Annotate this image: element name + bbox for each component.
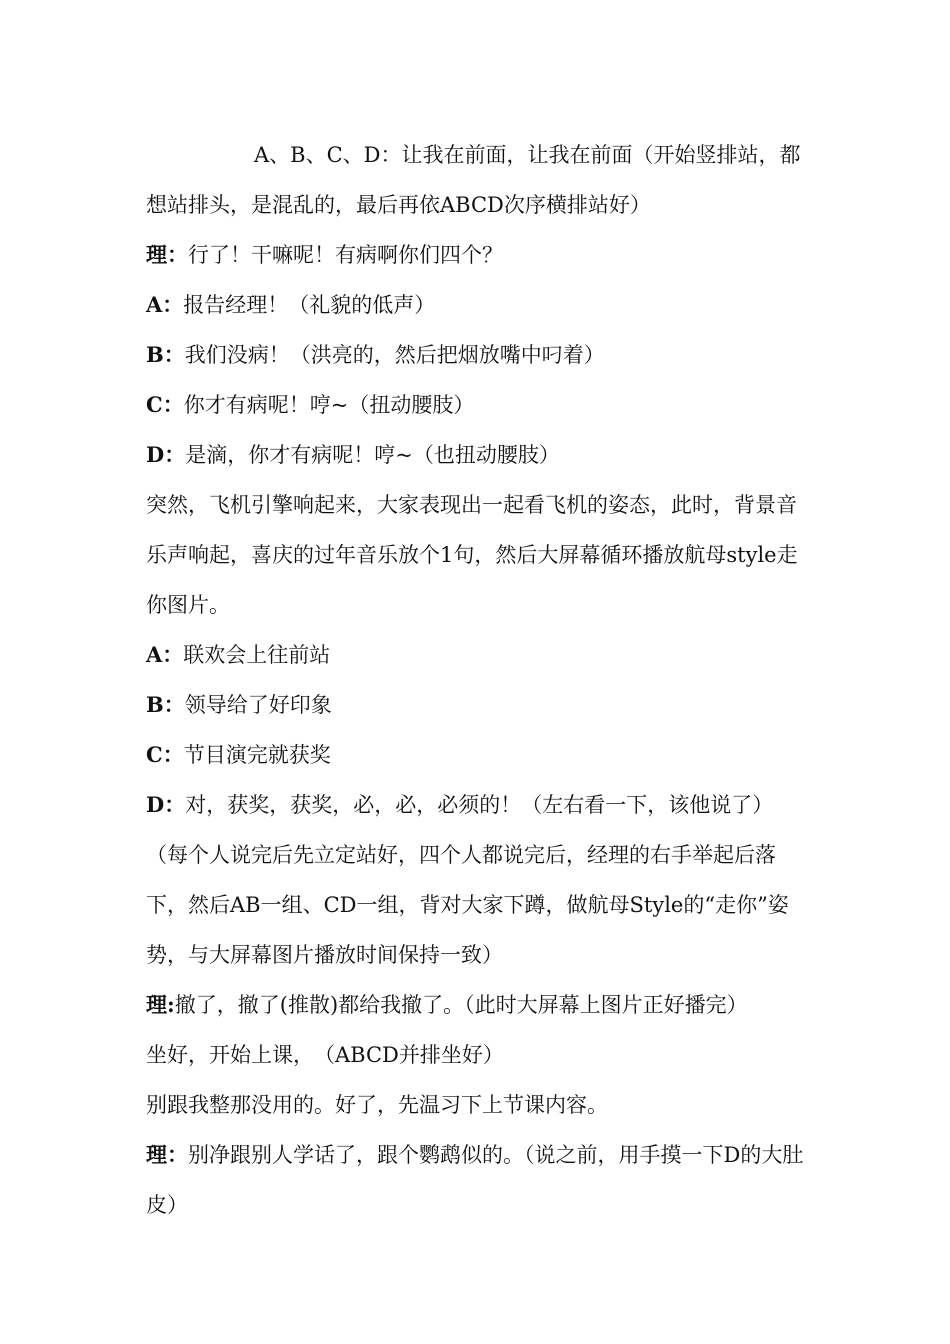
line-d bbox=[146, 430, 816, 480]
line-manager bbox=[146, 230, 816, 280]
line-d bbox=[146, 780, 816, 830]
speaker-label: B： bbox=[146, 692, 185, 717]
line-text: 领导给了好印象 bbox=[184, 693, 332, 717]
line-text: 你才有病呢！哼~（扭动腰肢） bbox=[183, 393, 475, 417]
speaker-label: B： bbox=[146, 342, 185, 367]
line-text: 报告经理！（礼貌的低声） bbox=[183, 293, 436, 317]
line-c bbox=[146, 380, 816, 430]
paragraph-text: （每个人说完后先立定站好，四个人都说完后，经理的右手举起后落下，然后AB一组、CD一组，背对大家下蹲，做航母Style的“走你”姿势，与大屏幕图片播放时间保持一致） bbox=[146, 843, 789, 967]
paragraph-text: A、B、C、D：让我在前面，让我在前面（开始竖排站，都想站排头，是混乱的，最后再依ABCD次序横排站好） bbox=[146, 143, 801, 217]
paragraph-stage-direction bbox=[146, 830, 816, 980]
speaker-label: D： bbox=[146, 792, 186, 817]
script-text bbox=[146, 130, 816, 1230]
line-a bbox=[146, 630, 816, 680]
paragraph-stage-order bbox=[146, 130, 816, 230]
line-manager bbox=[146, 980, 816, 1030]
line-text: 别净跟别人学话了，跟个鹦鹉似的。（说之前，用手摸一下D的大肚皮） bbox=[146, 1143, 804, 1217]
line-manager bbox=[146, 1130, 816, 1230]
paragraph-stage-direction bbox=[146, 480, 816, 630]
line-b bbox=[146, 330, 816, 380]
speaker-label: A： bbox=[146, 642, 184, 667]
speaker-label: C： bbox=[146, 742, 184, 767]
line-a bbox=[146, 280, 816, 330]
line-b bbox=[146, 680, 816, 730]
line-text: 是滴，你才有病呢！哼~（也扭动腰肢） bbox=[185, 443, 560, 467]
line-text: 我们没病！（洪亮的，然后把烟放嘴中叼着） bbox=[184, 343, 605, 367]
speaker-label: 理： bbox=[146, 242, 188, 267]
speaker-label: 理: bbox=[146, 992, 175, 1017]
line-continuation bbox=[146, 1080, 816, 1130]
line-c bbox=[146, 730, 816, 780]
paragraph-text: 突然，飞机引擎响起来，大家表现出一起看飞机的姿态，此时，背景音乐声响起，喜庆的过年音乐放个1句，然后大屏幕循环播放航母style走你图片。 bbox=[146, 493, 798, 617]
line-text: 联欢会上往前站 bbox=[183, 643, 331, 667]
line-text: 撤了，撤了(推散)都给我撤了。（此时大屏幕上图片正好播完） bbox=[174, 993, 748, 1017]
line-text: 对，获奖，获奖，必，必，必须的！（左右看一下，该他说了） bbox=[185, 793, 774, 817]
line-continuation bbox=[146, 1030, 816, 1080]
speaker-label: D： bbox=[146, 442, 186, 467]
speaker-label: A： bbox=[146, 292, 184, 317]
line-text: 坐好，开始上课， （ABCD并排坐好） bbox=[146, 1043, 504, 1067]
line-text: 行了！干嘛呢！有病啊你们四个？ bbox=[188, 243, 503, 267]
line-text: 别跟我整那没用的。好了，先温习下上节课内容。 bbox=[146, 1093, 608, 1117]
speaker-label: C： bbox=[146, 392, 184, 417]
speaker-label: 理： bbox=[146, 1142, 188, 1167]
line-text: 节目演完就获奖 bbox=[183, 743, 331, 767]
